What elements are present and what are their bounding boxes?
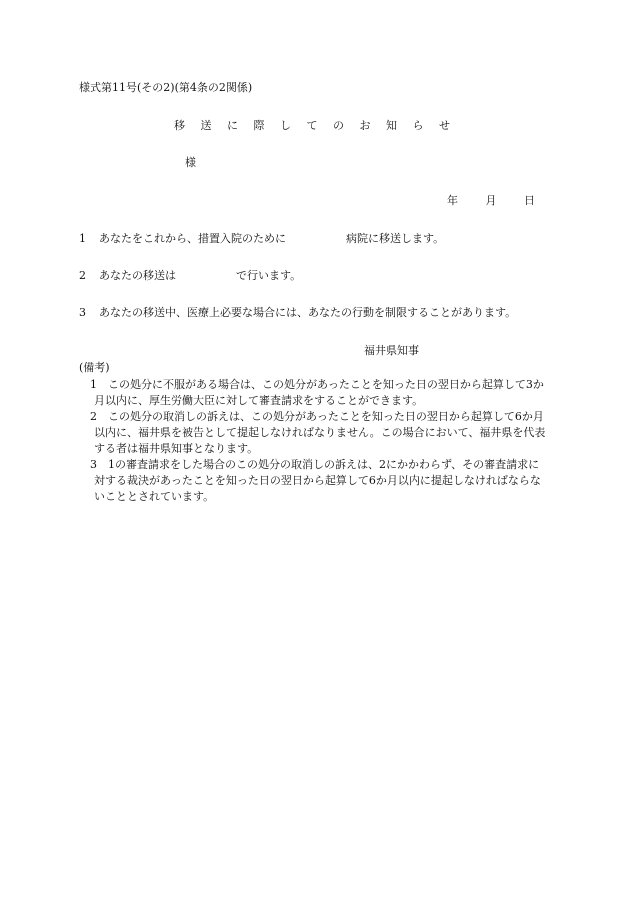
item-text: あなたの移送中、医療上必要な場合には、あなたの行動を制限することがあります。 <box>99 306 517 319</box>
recipient-honorific: 様 <box>185 156 196 169</box>
title-char: 際 <box>253 119 271 132</box>
date-line <box>447 193 535 209</box>
form-number: 様式第11号(その2)(第4条の2関係) <box>79 81 253 94</box>
issuer-name: 福井県知事 <box>364 344 419 357</box>
item-number: 3 <box>79 306 86 319</box>
item-number: 2 <box>79 269 86 282</box>
remark-item <box>80 377 550 409</box>
date-year-label: 年 <box>447 194 458 207</box>
remark-number: 2 <box>90 410 97 423</box>
title-char: 移 <box>174 119 191 132</box>
title-char: に <box>227 119 244 132</box>
remark-number: 3 <box>90 458 97 471</box>
notice-item-1 <box>79 231 444 247</box>
title-char: 送 <box>200 119 218 132</box>
remark-text: この処分の取消しの訴えは、この処分があったことを知った日の翌日から起算して6か月以内に、福井県を被告として提起しなければなりません。この場合において、福井県を代表する者は福井県知事となります。 <box>94 410 546 455</box>
title-char: て <box>306 119 324 132</box>
item-text-after: で行います。 <box>236 269 302 282</box>
item-number: 1 <box>79 232 86 245</box>
title-char: お <box>359 119 377 132</box>
title-char: せ <box>439 119 456 132</box>
document-title <box>0 118 630 134</box>
title-char: の <box>333 119 350 132</box>
item-text-before: あなたの移送は <box>99 269 176 282</box>
remark-item <box>80 457 550 505</box>
notice-item-2 <box>79 268 301 284</box>
remarks-list <box>80 377 550 505</box>
title-char: 知 <box>386 119 403 132</box>
item-text-after: 病院に移送します。 <box>346 232 445 245</box>
date-month-label: 月 <box>485 194 497 207</box>
notice-item-3 <box>79 305 516 321</box>
remark-text: この処分に不服がある場合は、この処分があったことを知った日の翌日から起算して3か月以内に、厚生労働大臣に対して審査請求をすることができます。 <box>94 378 544 407</box>
remark-text: 1の審査請求をした場合のこの処分の取消しの訴えは、2にかかわらず、その審査請求に対する裁決があったことを知った日の翌日から起算して6か月以内に提起しなければならないこととされています。 <box>94 458 541 503</box>
title-char: ら <box>412 119 430 132</box>
date-day-label: 日 <box>524 194 535 207</box>
remark-item <box>80 409 550 457</box>
remarks-heading: (備考) <box>79 361 110 374</box>
item-text-before: あなたをこれから、措置入院のために <box>99 232 286 245</box>
title-char: し <box>280 119 297 132</box>
remark-number: 1 <box>90 378 97 391</box>
